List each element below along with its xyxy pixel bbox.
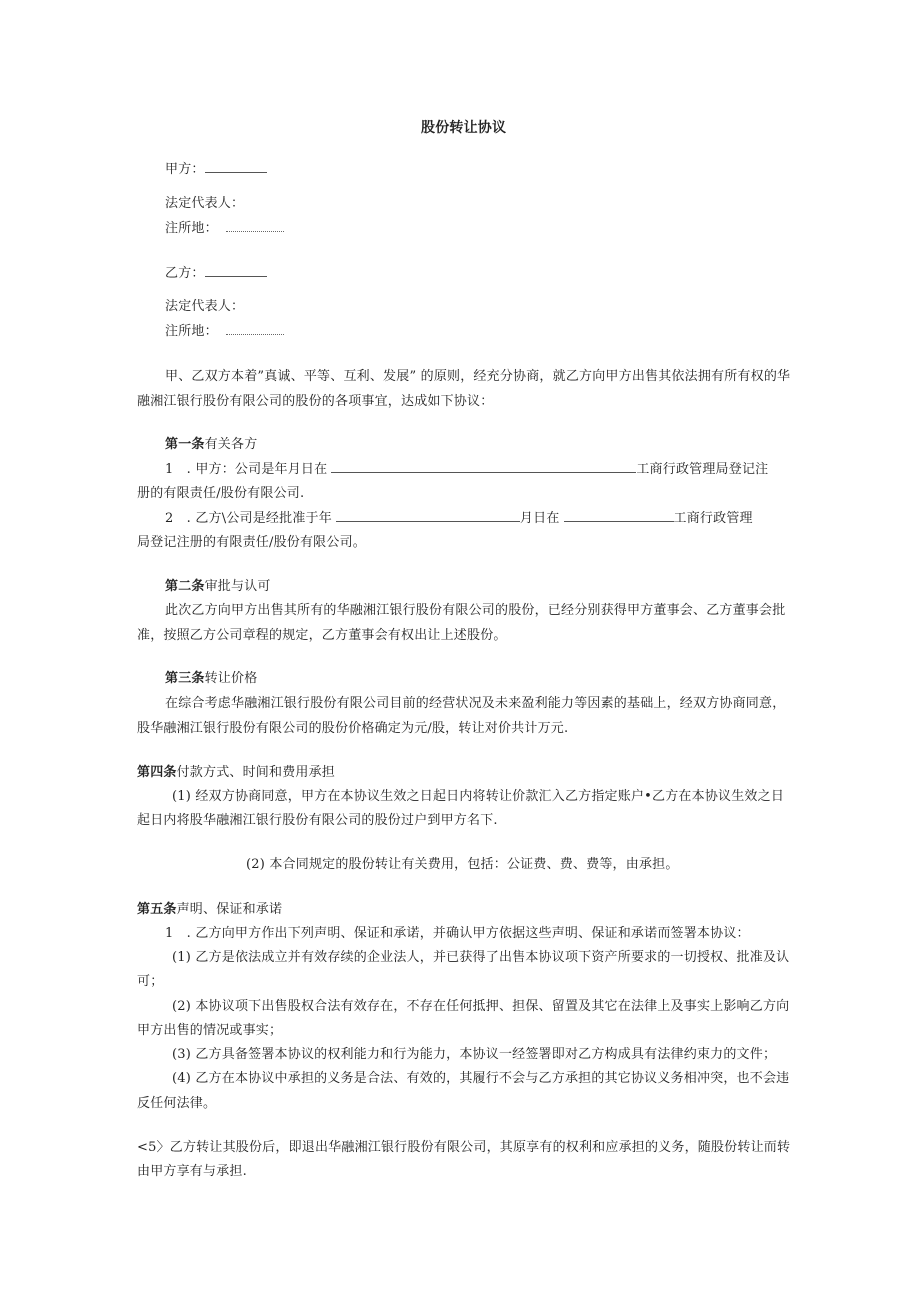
article-2-title: 审批与认可: [204, 579, 271, 594]
party-a-addr-blank: [226, 219, 284, 232]
article-3-number: 第三条: [165, 671, 205, 686]
party-b-addr-line: [165, 322, 284, 341]
article-2-number: 第二条: [165, 579, 205, 594]
article-1-item-1-text-b: 工商行政管理局登记注: [636, 462, 769, 477]
article-5-point-1-line-2: 可；: [137, 974, 164, 989]
article-3-line-1: 在综合考虑华融湘江银行股份有限公司目前的经营状况及未来盈利能力等因素的基础上，经双方协商同意，: [165, 696, 786, 711]
intro-line-2: 融湘江银行股份有限公司的股份的各项事宜，达成如下协议：: [137, 394, 494, 409]
article-3-heading: [165, 670, 257, 688]
party-a-addr-line: [165, 219, 284, 238]
party-b-line: [165, 264, 267, 283]
party-b-addr-label: 注所地：: [165, 324, 218, 339]
party-b-blank: [205, 264, 267, 277]
article-5-point-2-line-2: 甲方出售的情况或事实；: [137, 1023, 283, 1038]
article-4-number: 第四条: [137, 765, 177, 780]
article-5-point-2-line-1: (2) 本协议项下出售股权合法有效存在，不存在任何抵押、担保、留置及其它在法律上及事实上影响乙方向: [172, 999, 790, 1014]
article-4-title: 付款方式、时间和费用承担: [176, 765, 336, 780]
article-1-item-2-text: 2 . 乙方\公司是经批准于年: [165, 511, 332, 526]
party-a-rep: 法定代表人：: [165, 196, 245, 211]
article-1-item-2: [165, 509, 753, 528]
article-5-point-3: (3) 乙方具备签署本协议的权利能力和行为能力，本协议一经签署即对乙方构成具有法律约束力的文件；: [172, 1047, 777, 1062]
article-3-title: 转让价格: [204, 671, 258, 686]
article-1-item-2-blank-2: [564, 509, 674, 522]
article-5-title: 声明、保证和承诺: [176, 902, 283, 917]
article-5-point-5-line-2: 由甲方享有与承担.: [137, 1164, 247, 1179]
article-1-item-1-text: 1 . 甲方：公司是年月日在: [165, 462, 328, 477]
intro-line-1: 甲、乙双方本着”真诚、平等、互利、发展” 的原则，经充分协商，就乙方向甲方出售其依法拥有所有权的华: [165, 369, 791, 384]
article-1-item-1: [165, 460, 768, 479]
party-a-addr-label: 注所地：: [165, 221, 218, 236]
article-5-point-4-line-1: (4) 乙方在本协议中承担的义务是合法、有效的，其履行不会与乙方承担的其它协议义务相冲突，也不会违: [172, 1071, 790, 1086]
party-a-label: 甲方：: [165, 162, 205, 177]
article-4-item-2: (2) 本合同规定的股份转让有关费用，包括：公证费、费、费等，由承担。: [246, 857, 679, 872]
article-1-number: 第一条: [165, 437, 205, 452]
article-2-line-1: 此次乙方向甲方出售其所有的华融湘江银行股份有限公司的股份，已经分别获得甲方董事会、乙方董事会批: [165, 603, 786, 618]
article-5-item-1: 1 . 乙方向甲方作出下列声明、保证和承诺，并确认甲方依据这些声明、保证和承诺而签署本协议：: [165, 926, 750, 941]
article-1-item-2-blank-1: [336, 509, 520, 522]
article-5-heading: [137, 901, 282, 919]
article-2-line-2: 准，按照乙方公司章程的规定，乙方董事会有权出让上述股份。: [137, 628, 507, 643]
article-5-point-1-line-1: (1) 乙方是依法成立并有效存续的企业法人，并已获得了出售本协议项下资产所要求的一切授权、批准及认: [172, 950, 790, 965]
article-4-item-1-line-1: (1) 经双方协商同意，甲方在本协议生效之日起日内将转让价款汇入乙方指定账户•乙方在本协议生效之日: [172, 789, 785, 804]
party-a-line: [165, 160, 267, 179]
party-a-blank: [205, 160, 267, 173]
article-1-heading: [165, 436, 257, 454]
article-1-item-2-text-b: 月日在: [519, 511, 560, 526]
article-4-heading: [137, 764, 335, 782]
article-5-number: 第五条: [137, 902, 177, 917]
article-1-item-1-blank: [331, 460, 636, 473]
article-1-item-2-text-c: 工商行政管理: [673, 511, 753, 526]
article-1-item-1-cont: 册的有限责任/股份有限公司.: [137, 486, 305, 501]
article-3-line-2: 股华融湘江银行股份有限公司的股份价格确定为元/股，转让对价共计万元.: [137, 721, 569, 736]
party-b-rep: 法定代表人：: [165, 299, 245, 314]
article-4-item-1-line-2: 起日内将股华融湘江银行股份有限公司的股份过户到甲方名下.: [137, 813, 498, 828]
article-1-title: 有关各方: [204, 437, 258, 452]
party-b-addr-blank: [226, 322, 284, 335]
party-b-label: 乙方：: [165, 266, 205, 281]
article-5-point-5-line-1: <5〉乙方转让其股份后，即退出华融湘江银行股份有限公司，其原享有的权利和应承担的义务，随股份转让而转: [137, 1140, 791, 1155]
document-title: 股份转让协议: [421, 120, 507, 136]
article-1-item-2-cont: 局登记注册的有限责任/股份有限公司。: [137, 535, 366, 550]
article-2-heading: [165, 578, 271, 596]
article-5-point-4-line-2: 反任何法律。: [137, 1096, 217, 1111]
